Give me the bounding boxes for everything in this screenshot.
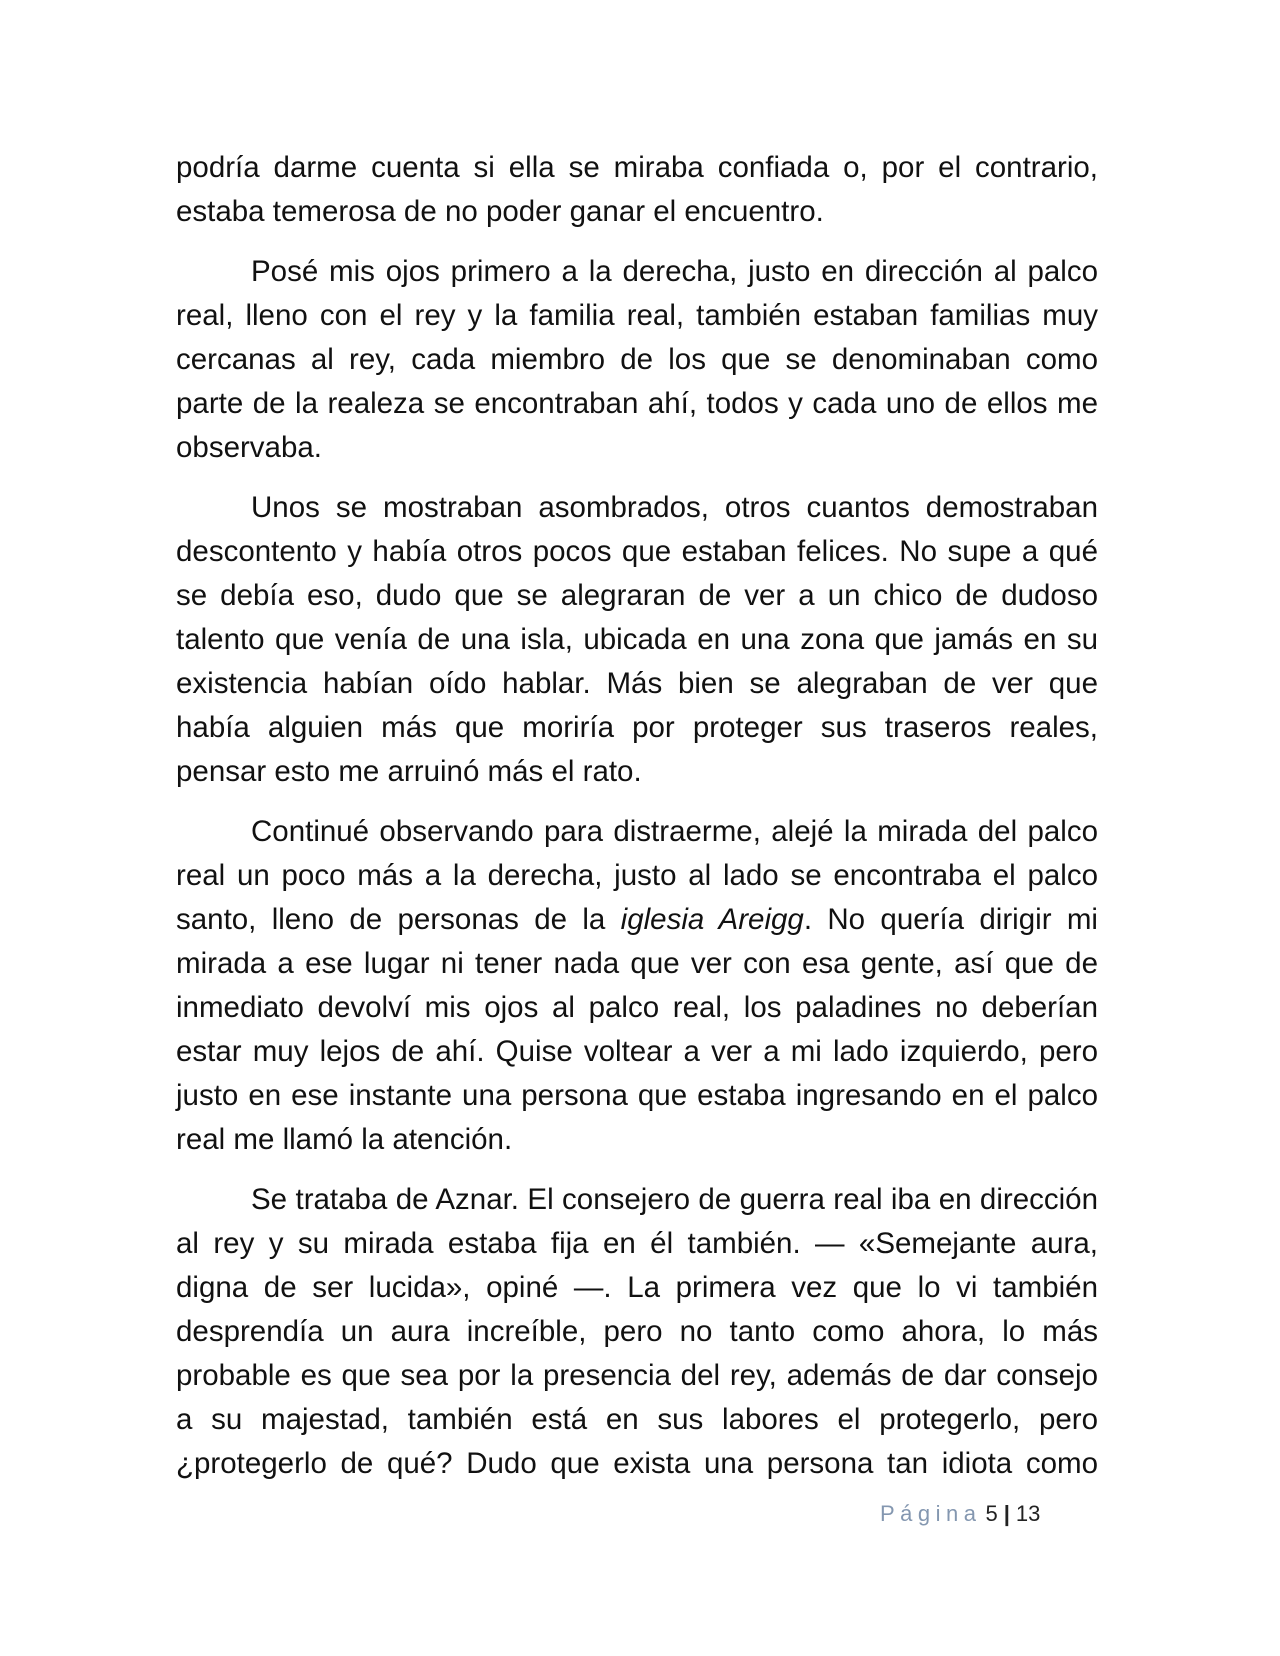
paragraph-4-text-end: . No quería dirigir mi mirada a ese lugar ni tener nada que ver con esa gente, así que de inmediato devolví mis ojos al palco real, los paladines no deberían estar muy lejos de ahí. Quise voltear a ver a mi lado izquierdo, pero justo en ese instante una persona que estaba ingresando en el palco real me llamó la atención. (176, 903, 1098, 1156)
page-label: Página (880, 1501, 982, 1526)
paragraph-4-text-start: Continué observando para distraerme, alejé la mirada del palco real un poco más a la derecha, justo al lado se encontraba el palco santo, lleno de personas de la (176, 815, 1098, 936)
paragraph-3: Unos se mostraban asombrados, otros cuantos demostraban descontento y había otros pocos que estaban felices. No supe a qué se debía eso, dudo que se alegraran de ver a un chico de dudoso talento que venía de una isla, ubicada en una zona que jamás en su existencia habían oído hablar. Más bien se alegraban de ver que había alguien más que moriría por proteger sus traseros reales, pensar esto me arruinó más el rato. (176, 491, 1098, 788)
current-page-number: 5 (985, 1501, 998, 1526)
paragraph-2: Posé mis ojos primero a la derecha, justo en dirección al palco real, lleno con el rey y la familia real, también estaban familias muy cercanas al rey, cada miembro de los que se denominaban como parte de la realeza se encontraban ahí, todos y cada uno de ellos me observaba. (176, 255, 1098, 464)
paragraph-5: Se trataba de Aznar. El consejero de guerra real iba en dirección al rey y su mirada estaba fija en él también. — «Semejante aura, digna de ser lucida», opiné —. La primera vez que lo vi también desprendía un aura increíble, pero no tanto como ahora, lo más probable es que sea por la presencia del rey, además de dar consejo a su majestad, también está en sus labores el protegerlo, pero ¿protegerlo de qué? Dudo que exista una persona tan idiota como (176, 1183, 1098, 1480)
page-number-footer (880, 1500, 1070, 1528)
total-pages: 13 (1015, 1501, 1041, 1526)
paragraph-4-italic-term: iglesia Areigg (620, 903, 804, 936)
page-separator: | (1003, 1501, 1010, 1526)
paragraph-4 (176, 810, 1098, 1162)
paragraph-1: podría darme cuenta si ella se miraba confiada o, por el contrario, estaba temerosa de no poder ganar el encuentro. (176, 151, 1098, 228)
document-body (176, 146, 1098, 1502)
